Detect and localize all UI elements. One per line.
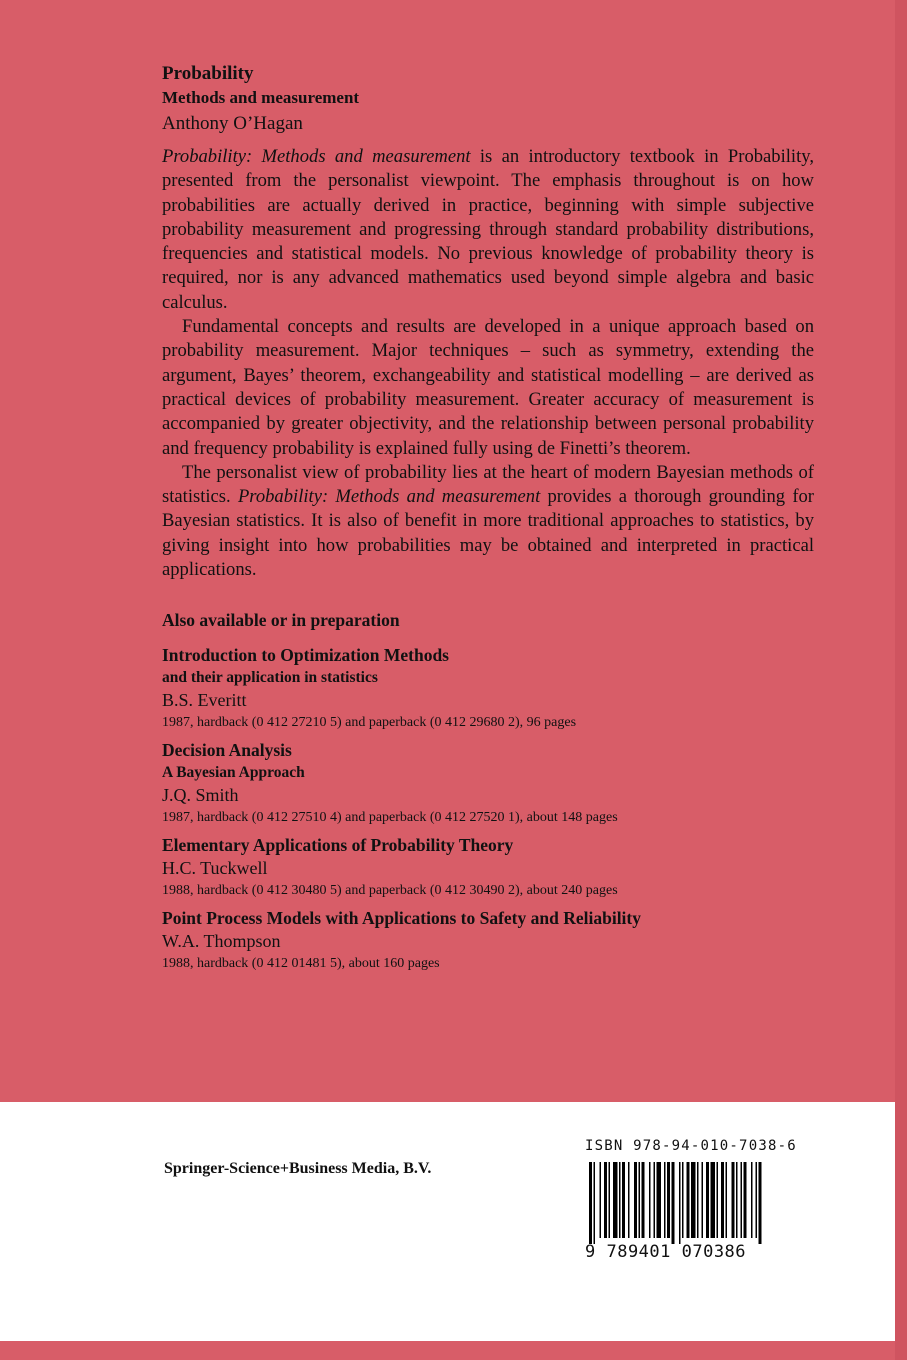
barcode-bar [736, 1162, 738, 1238]
book-title: Probability [162, 63, 254, 84]
barcode-bar [759, 1162, 762, 1244]
book-listing [162, 738, 814, 829]
barcode-bar [604, 1162, 607, 1238]
publisher-band [0, 1102, 895, 1341]
barcode-bar [751, 1162, 753, 1238]
description-paragraph-1 [162, 145, 814, 315]
barcode-bar [672, 1162, 675, 1244]
barcode-number: 9 789401 070386 [585, 1242, 747, 1262]
description-text: is an introductory textbook in Probability, presented from the personalist viewpoint. The emphasis throughout is on how probabilities are actually derived in practice, beginning with simple subjective probability measurement and progressing through standard probability distributions, frequencies and statistical models. No previous knowledge of probability theory is required, nor is any advanced mathematics used beyond simple algebra and basic calculus. [162, 146, 814, 313]
listing-author: B.S. Everitt [162, 690, 247, 711]
barcode-bar [697, 1162, 699, 1238]
book-listing [162, 906, 814, 975]
barcode-bar [613, 1162, 618, 1238]
barcode-bar [642, 1162, 645, 1238]
listing-details: 1988, hardback (0 412 01481 5), about 160 pages [162, 956, 440, 972]
barcode-bar [664, 1162, 666, 1238]
listing-details: 1987, hardback (0 412 27210 5) and paperback (0 412 29680 2), 96 pages [162, 715, 577, 731]
isbn-label: ISBN 978-94-010-7038-6 [585, 1138, 797, 1154]
barcode-bars [585, 1162, 807, 1244]
listing-title: Elementary Applications of Probability Theory [162, 835, 514, 856]
cover-edge [895, 0, 907, 1360]
publisher-name: Springer-Science+Business Media, B.V. [164, 1160, 432, 1177]
barcode-bar [717, 1162, 719, 1238]
barcode-bar [744, 1162, 747, 1238]
description-text: provides a thorough grounding for Bayesian statistics. It is also of benefit in more traditional approaches to statistics, by giving insight into how probabilities may be obtained and interpreted in practical applications. [162, 486, 814, 581]
barcode-bar [756, 1162, 758, 1238]
barcode-bar [691, 1162, 696, 1238]
listing-subtitle: and their application in statistics [162, 669, 378, 687]
barcode-bar [706, 1162, 709, 1238]
barcode-bar [682, 1162, 684, 1238]
barcode-bar [600, 1162, 602, 1238]
barcode-bar [589, 1162, 592, 1244]
barcode-bar [622, 1162, 625, 1238]
barcode-bar [687, 1162, 690, 1238]
barcode-bar [619, 1162, 621, 1238]
listing-author: W.A. Thompson [162, 931, 281, 952]
listing-details: 1987, hardback (0 412 27510 4) and paperback (0 412 27520 1), about 148 pages [162, 810, 618, 826]
barcode-bar [649, 1162, 651, 1238]
barcode-bar [679, 1162, 681, 1244]
listing-details: 1988, hardback (0 412 30480 5) and paperback (0 412 30490 2), about 240 pages [162, 883, 618, 899]
barcode-bar [628, 1162, 630, 1238]
barcode-bar [732, 1162, 735, 1238]
listing-title: Point Process Models with Applications to Safety and Reliability [162, 908, 641, 929]
listing-subtitle: A Bayesian Approach [162, 764, 305, 782]
book-listing [162, 643, 814, 734]
barcode-bar [667, 1162, 670, 1238]
barcode-bar [594, 1162, 596, 1244]
barcode-bar [702, 1162, 704, 1238]
barcode-bar [654, 1162, 656, 1238]
listing-author: J.Q. Smith [162, 785, 239, 806]
listing-title: Decision Analysis [162, 740, 292, 761]
barcode-bar [741, 1162, 743, 1238]
listing-author: H.C. Tuckwell [162, 858, 268, 879]
barcode-bar [657, 1162, 662, 1238]
isbn-barcode [585, 1138, 807, 1272]
barcode-bar [726, 1162, 728, 1238]
book-author: Anthony O’Hagan [162, 113, 303, 134]
listing-title: Introduction to Optimization Methods [162, 645, 449, 666]
description-paragraph-2: Fundamental concepts and results are developed in a unique approach based on probability measurement. Major techniques – such as symmetry, extending the argument, Bayes’ theorem, exchangeability and statistical modelling – are derived as practical devices of probability measurement. Greater accuracy of measurement is accompanied by greater objectivity, and the relationship between personal probability and frequency probability is explained fully using de Finetti’s theorem. [162, 316, 814, 459]
also-available-heading: Also available or in preparation [162, 610, 400, 631]
barcode-bar [711, 1162, 716, 1238]
inline-book-title: Probability: Methods and measurement [162, 146, 471, 167]
description-text: The personalist view of probability lies at the heart of modern Bayesian methods of statistics. [162, 461, 814, 508]
barcode-bar [609, 1162, 611, 1238]
book-subtitle: Methods and measurement [162, 88, 360, 107]
inline-book-title: Probability: Methods and measurement [237, 486, 541, 508]
book-listing [162, 833, 814, 902]
barcode-bar [639, 1162, 641, 1238]
barcode-bar [634, 1162, 637, 1238]
back-cover-content [162, 62, 814, 979]
description-paragraph-3 [162, 461, 814, 582]
barcode-bar [721, 1162, 724, 1238]
